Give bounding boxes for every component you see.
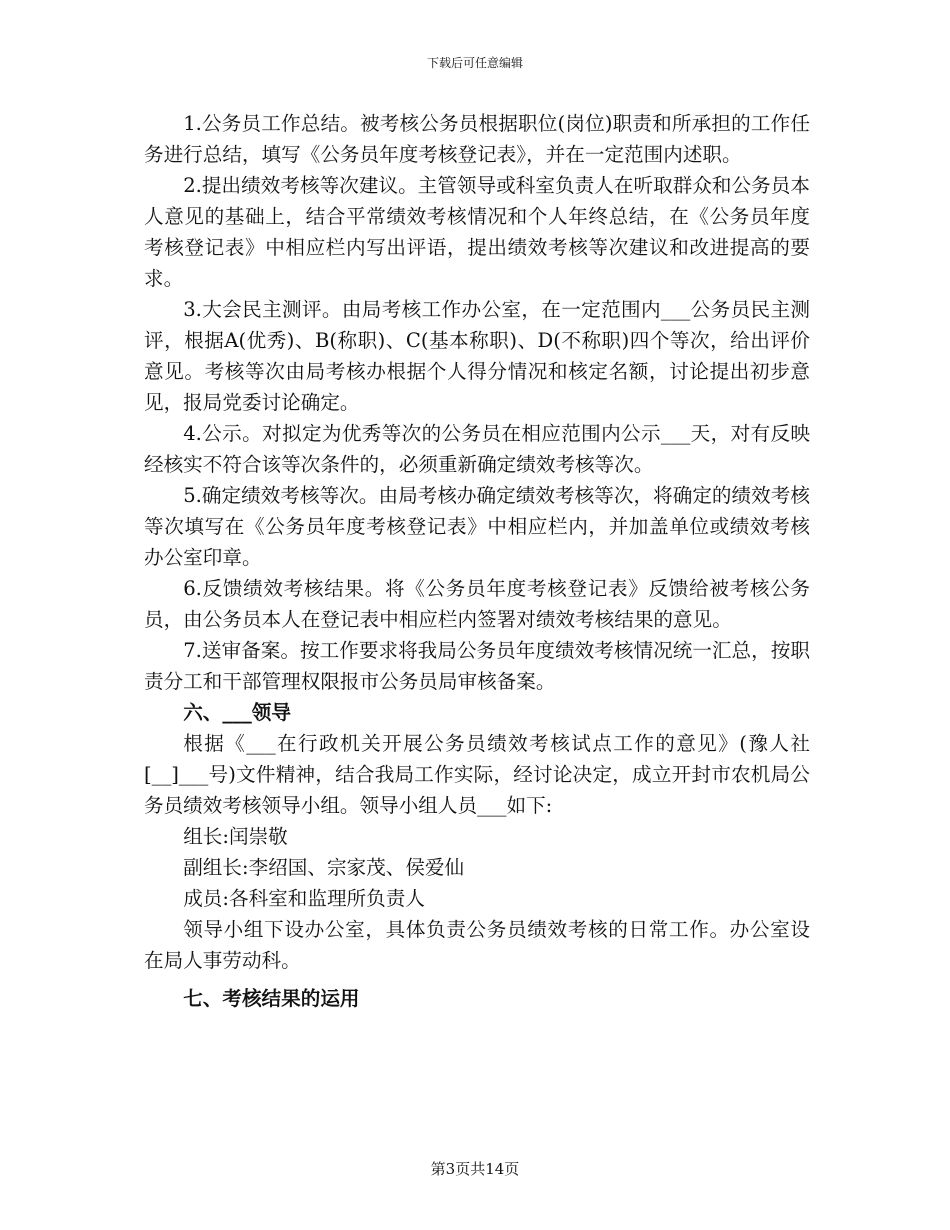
- page-header: 下载后可任意编辑: [426, 56, 523, 70]
- section-6-paragraph: 根据《___在行政机关开展公务员绩效考核试点工作的意见》(豫人社[__]___号)文件精神，结合我局工作实际，经讨论决定，成立开封市农机局公务员绩效考核领导小组。领导小组人员___如下:: [144, 732, 810, 817]
- section-6-members: 成员:各科室和监理所负责人: [183, 887, 425, 910]
- paragraph-step-7: 7.送审备案。按工作要求将我局公务员年度绩效考核情况统一汇总，按职责分工和干部管理权限报市公务员局审核备案。: [144, 639, 810, 693]
- section-6-heading: 六、___领导: [183, 701, 291, 724]
- page-footer: 第3页共14页: [430, 1160, 520, 1178]
- paragraph-step-5: 5.确定绩效考核等次。由局考核办确定绩效考核等次，将确定的绩效考核等次填写在《公务员年度考核登记表》中相应栏内，并加盖单位或绩效考核办公室印章。: [144, 484, 810, 569]
- section-6-office: 领导小组下设办公室，具体负责公务员绩效考核的日常工作。办公室设在局人事劳动科。: [144, 918, 810, 972]
- section-7-heading: 七、考核结果的运用: [183, 987, 360, 1010]
- paragraph-step-1: 1.公务员工作总结。被考核公务员根据职位(岗位)职责和所承担的工作任务进行总结，填写《公务员年度考核登记表》，并在一定范围内述职。: [144, 112, 810, 166]
- section-6-deputy-leaders: 副组长:李绍国、宗家茂、侯爱仙: [183, 856, 465, 879]
- document-body: [144, 108, 810, 1014]
- paragraph-step-3: 3.大会民主测评。由局考核工作办公室，在一定范围内___公务员民主测评，根据A(优秀)、B(称职)、C(基本称职)、D(不称职)四个等次，给出评价意见。考核等次由局考核办根据个人得分情况和核定名额，讨论提出初步意见，报局党委讨论确定。: [144, 298, 810, 414]
- paragraph-step-4: 4.公示。对拟定为优秀等次的公务员在相应范围内公示___天，对有反映经核实不符合该等次条件的，必须重新确定绩效考核等次。: [144, 422, 810, 476]
- paragraph-step-6: 6.反馈绩效考核结果。将《公务员年度考核登记表》反馈给被考核公务员，由公务员本人在登记表中相应栏内签署对绩效考核结果的意见。: [144, 577, 810, 631]
- section-6-leader: 组长:闰崇敬: [183, 825, 288, 848]
- paragraph-step-2: 2.提出绩效考核等次建议。主管领导或科室负责人在听取群众和公务员本人意见的基础上，结合平常绩效考核情况和个人年终总结，在《公务员年度考核登记表》中相应栏内写出评语，提出绩效考核等次建议和改进提高的要求。: [144, 174, 810, 290]
